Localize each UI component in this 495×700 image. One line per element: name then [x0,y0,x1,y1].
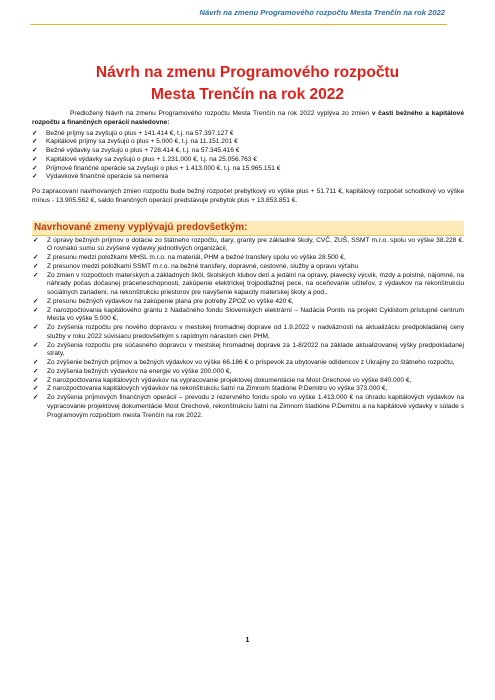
check-icon: ✓ [33,254,39,261]
check-icon: ✓ [33,306,39,314]
list-item [32,307,464,325]
list-item [32,147,464,156]
list-item [32,359,464,368]
change-text: Z narozpočtovania kapitálových výdavkov na vypracovanie projektovej dokumentácie na Most Orechové vo výške 840.000 €, [47,376,412,384]
list-item [32,237,464,255]
summary-text: Príjmové finančné operácie sa zvyšujú o plus + 1.413.000 €, t.j. na 15.965.151 € [46,164,281,172]
change-text: Zo zvýšenie bežných príjmov a bežných výdavkov vo výške 66.186 € o príspevok za ubytovanie odídencov z Ukrajiny zo štátneho rozpočtu, [47,359,455,366]
summary-list [32,130,464,183]
check-icon: ✓ [33,394,39,401]
summary-text: Výdavkové finančné operácie sa nemenia [46,173,169,181]
summary-text: Bežné výdavky sa zvyšujú o plus + 728.414 €, t.j. na 57.345.416 € [46,147,240,154]
check-icon: ✓ [33,324,39,331]
summary-text: Kapitálové príjmy sa zvyšujú o plus + 5.000 €, t.j. na 11.151.201 € [46,138,238,146]
check-icon: ✓ [32,138,38,146]
check-icon: ✓ [33,297,39,305]
result-paragraph: Po zapracovaní navrhovaných zmien rozpočtu bude bežný rozpočet prebytkový vo výške plus + 51.711 €, kapitálový rozpočet schodkový vo výške mínus - 13.905.562 €, saldo finančných operácií predstavuje prebytok plus + 13.853.851 €. [32,188,464,204]
change-text: Z presunu medzi položkami MHSL m.r.o. na materiál, PHM a bežné transfery spolu vo výške 28.500 €, [47,254,346,261]
header-divider [30,24,447,25]
change-text: Zo zvýšenia bežných výdavkov na energie vo výške 200.000 €, [47,367,232,375]
changes-list [32,237,464,421]
document-body [32,110,464,420]
summary-text: Kapitálové výdavky sa zvyšujú o plus + 1.231.000 €, t.j. na 25.056.763 € [46,155,257,163]
list-item [32,138,464,147]
list-item [32,156,464,165]
check-icon: ✓ [32,147,38,154]
page-number: 1 [245,637,250,644]
check-icon: ✓ [33,341,39,349]
change-text: Zo zvýšenia rozpočtu pre súčasného dopravcu v mestskej hromadnej doprave za 1-8/2022 na základe aktualizovanej výšky predpokladanej straty, [47,341,464,358]
intro-text: Predložený Návrh na zmenu Programového rozpočtu Mesta Trenčín na rok 2022 vyplýva zo zmien [70,110,370,117]
change-text: Z presunu bežných výdavkov na zakúpenie plana pre potreby ZPOZ vo výške 420 €, [47,297,294,305]
change-text: Z narozpočtovania kapitálového grantu z Nadačného fondu Slovenských elektrární – Nadácia Pontis na projekt Cyklistom prístupné centrum Mesta vo výške 5.000 €, [47,306,464,323]
change-text: Z úpravy bežných príjmov o dotácie zo štátneho rozpočtu, dary, granty pre základné školy, CVČ, ZUŠ, SSMT m.r.o. spolu vo výške 38.228 €. O rovnakú sumu sú zvýšené výdavky jednotlivých organizácií, [47,236,464,253]
list-item [32,272,464,298]
change-text: Z narozpočtovania kapitálových výdavkov na rekonštrukciu šatní na Zimnom štadióne P.Demitru vo výške 373.000 €, [47,385,388,393]
summary-text: Bežné príjmy sa zvyšujú o plus + 141.414 €, t.j. na 57.397.127 € [46,129,234,137]
section-heading: Navrhované zmeny vyplývajú predovšetkým: [32,221,464,236]
intro-bold-text: v časti bežného a kapitálové rozpočtu a finančných operácií nasledovne: [32,110,464,126]
list-item [32,368,464,377]
list-item [32,342,464,360]
list-item [32,254,464,263]
check-icon: ✓ [32,173,38,181]
list-item [32,165,464,174]
check-icon: ✓ [32,129,38,137]
list-item [32,130,464,139]
running-header: Návrh na zmenu Programového rozpočtu Mesta Trenčín na rok 2022 [199,8,445,17]
list-item [32,173,464,182]
list-item [32,263,464,272]
list-item [32,385,464,394]
list-item [32,324,464,342]
document-title-line2: Mesta Trenčín na rok 2022 [151,86,344,103]
change-text: Zo zvýšenia rozpočtu pre nového dopravcu v mestskej hromadnej doprave od 1.9.2022 v nadväznosti na aktualizáciu predpokladanej ceny služby v roku 2022 súvisiacu predovšetkým s rapídnym nárastom cien PHM, [47,324,464,340]
document-title-line1: Návrh na zmenu Programového rozpočtu [95,64,400,81]
check-icon: ✓ [32,164,38,172]
check-icon: ✓ [33,271,39,279]
check-icon: ✓ [33,359,39,366]
check-icon: ✓ [33,236,39,244]
list-item [32,394,464,420]
check-icon: ✓ [33,262,39,270]
intro-paragraph [32,110,464,128]
change-text: Z presunov medzi položkami SSMT m.r.o. na bežné transfery, dopravné, cestovné, služby a opravu výťahu [47,262,359,270]
check-icon: ✓ [33,367,39,375]
change-text: Zo zmien v rozpočtoch materských a základných škôl, školských klubov detí a jedální na opravy, plavecký výcvik, mzdy a poistné, nájomné, na náhrady počas dočasnej práceneschopnosti, zakúpenie elektrickej trojpodlažnej pece, na oceňovanie učiteľov, z výdavkov na rekonštrukciu sociálnych zariadení, na rekonštrukciu priestorov pre navýšenie kapacity materskej školy a pod., [47,271,464,296]
check-icon: ✓ [33,385,39,393]
check-icon: ✓ [32,155,38,163]
list-item [32,377,464,386]
list-item [32,298,464,307]
change-text: Zo zvýšenia príjmových finančných operácií – prevodu z rezervného fondu spolu vo výške 1.413.000 € na úhradu kapitálových výdavkov na vypracovanie projektovej dokumentácie Most Orechové, rekonštrukciu šatní na Zimnom štadióne P.Demitru a na kapitálové výdavky v súlade s Programovým rozpočtom mesta Trenčín na rok 2022. [47,394,464,419]
check-icon: ✓ [33,376,39,384]
